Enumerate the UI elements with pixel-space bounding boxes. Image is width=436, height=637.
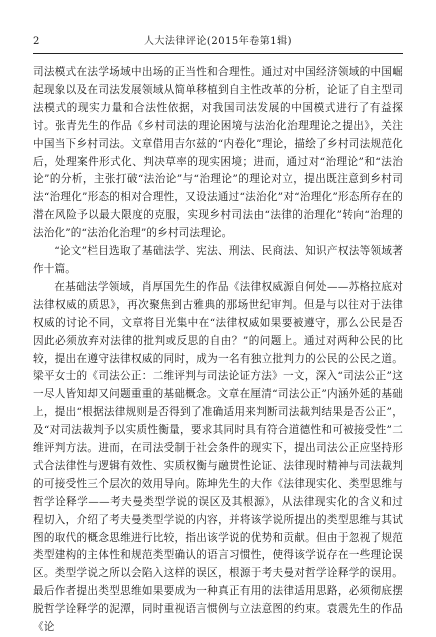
paragraph: “论文”栏目选取了基础法学、宪法、刑法、民商法、知识产权法等领域著作十篇。 <box>33 245 403 275</box>
paragraph: 司法模式在法学场域中出场的正当性和合理性。通过对中国经济领域的中国崛起现象以及在司法发展领域从简单移植到自主性改革的分析，论证了自主型司法模式的现实力量和合法性依据，对我国司法发展的中国模式进行了有益探讨。张青先生的作品《乡村司法的理论困境与法治化治理理论之提出》，关注中国当下乡村司法。文章借用吉尔兹的“内卷化”理论，描绘了乡村司法规范化后，处理案件形式化、判决草率的现实困境；进而，通过对“治理论”和“法治论”的分析，主张打破“法治论”与“治理论”的理论对立，提出既注意到乡村司法“治理化”形态的相对合理性，又设法通过“法治化”对“治理化”形态所存在的潜在风险予以最大限度的克服，实现乡村司法由“法律的治理化”转向“治理的法治化”的“法治化治理”的乡村司法理论。 <box>33 66 403 240</box>
body-text <box>33 64 403 637</box>
page-header <box>33 33 403 51</box>
running-title: 人大法律评论(2015年卷第1辑) <box>143 36 293 47</box>
page-number: 2 <box>33 36 40 47</box>
document-page <box>33 33 403 637</box>
header-rule <box>33 53 403 54</box>
paragraph: 在基础法学领域，肖厚国先生的作品《法律权威源自何处——苏格拉底对法律权威的质思》，再次聚焦到古雅典的那场世纪审判。但是与以往对于法律权威的讨论不同，文章将目光集中在“法律权威如果要被遵守，那么公民是否因此必须放弃对法律的批判或反思的自由？”的问题上。通过对两种公民的比较，提出在遵守法律权威的同时，成为一名有独立批判力的公民的公民之道。梁平女士的《司法公正：二维评判与司法论证方法》一文，深入“司法公正”这一尽人皆知却又问题重重的基础概念。文章在厘清“司法公正”内涵外延的基础上，提出“根据法律规则是否得到了准确适用来判断司法裁判结果是否公正”，及“对司法裁判予以实质性衡量，要求其同时具有符合道德性和可被接受性”二维评判方法。进而，在司法受制于社会条件的现实下，提出司法公正应坚持形式合法律性与逻辑有效性、实质权衡与融贯性论证、法律现时精神与司法裁判的可接受性三个层次的效用导向。陈坤先生的大作《法律现实化、类型思维与哲学诠释学——考夫曼类型学说的误区及其根源》，从法律现实化的含义和过程切入，介绍了考夫曼类型学说的内容，并将该学说所提出的类型思维与其试图的取代的概念思维进行比较，指出该学说的优势和贡献。但由于忽视了规范类型建构的主体性和规范类型确认的语言习惯性，使得该学说存在一些理论误区。类型学说之所以会陷入这样的误区，根源于考夫曼对哲学诠释学的误用。最后作者提出类型思维如果要成为一种真正有用的法律适用思路，必须彻底摆脱哲学诠释学的泥潭，同时重视语言惯例与立法意图的约束。袁震先生的作品《论 <box>33 280 403 634</box>
